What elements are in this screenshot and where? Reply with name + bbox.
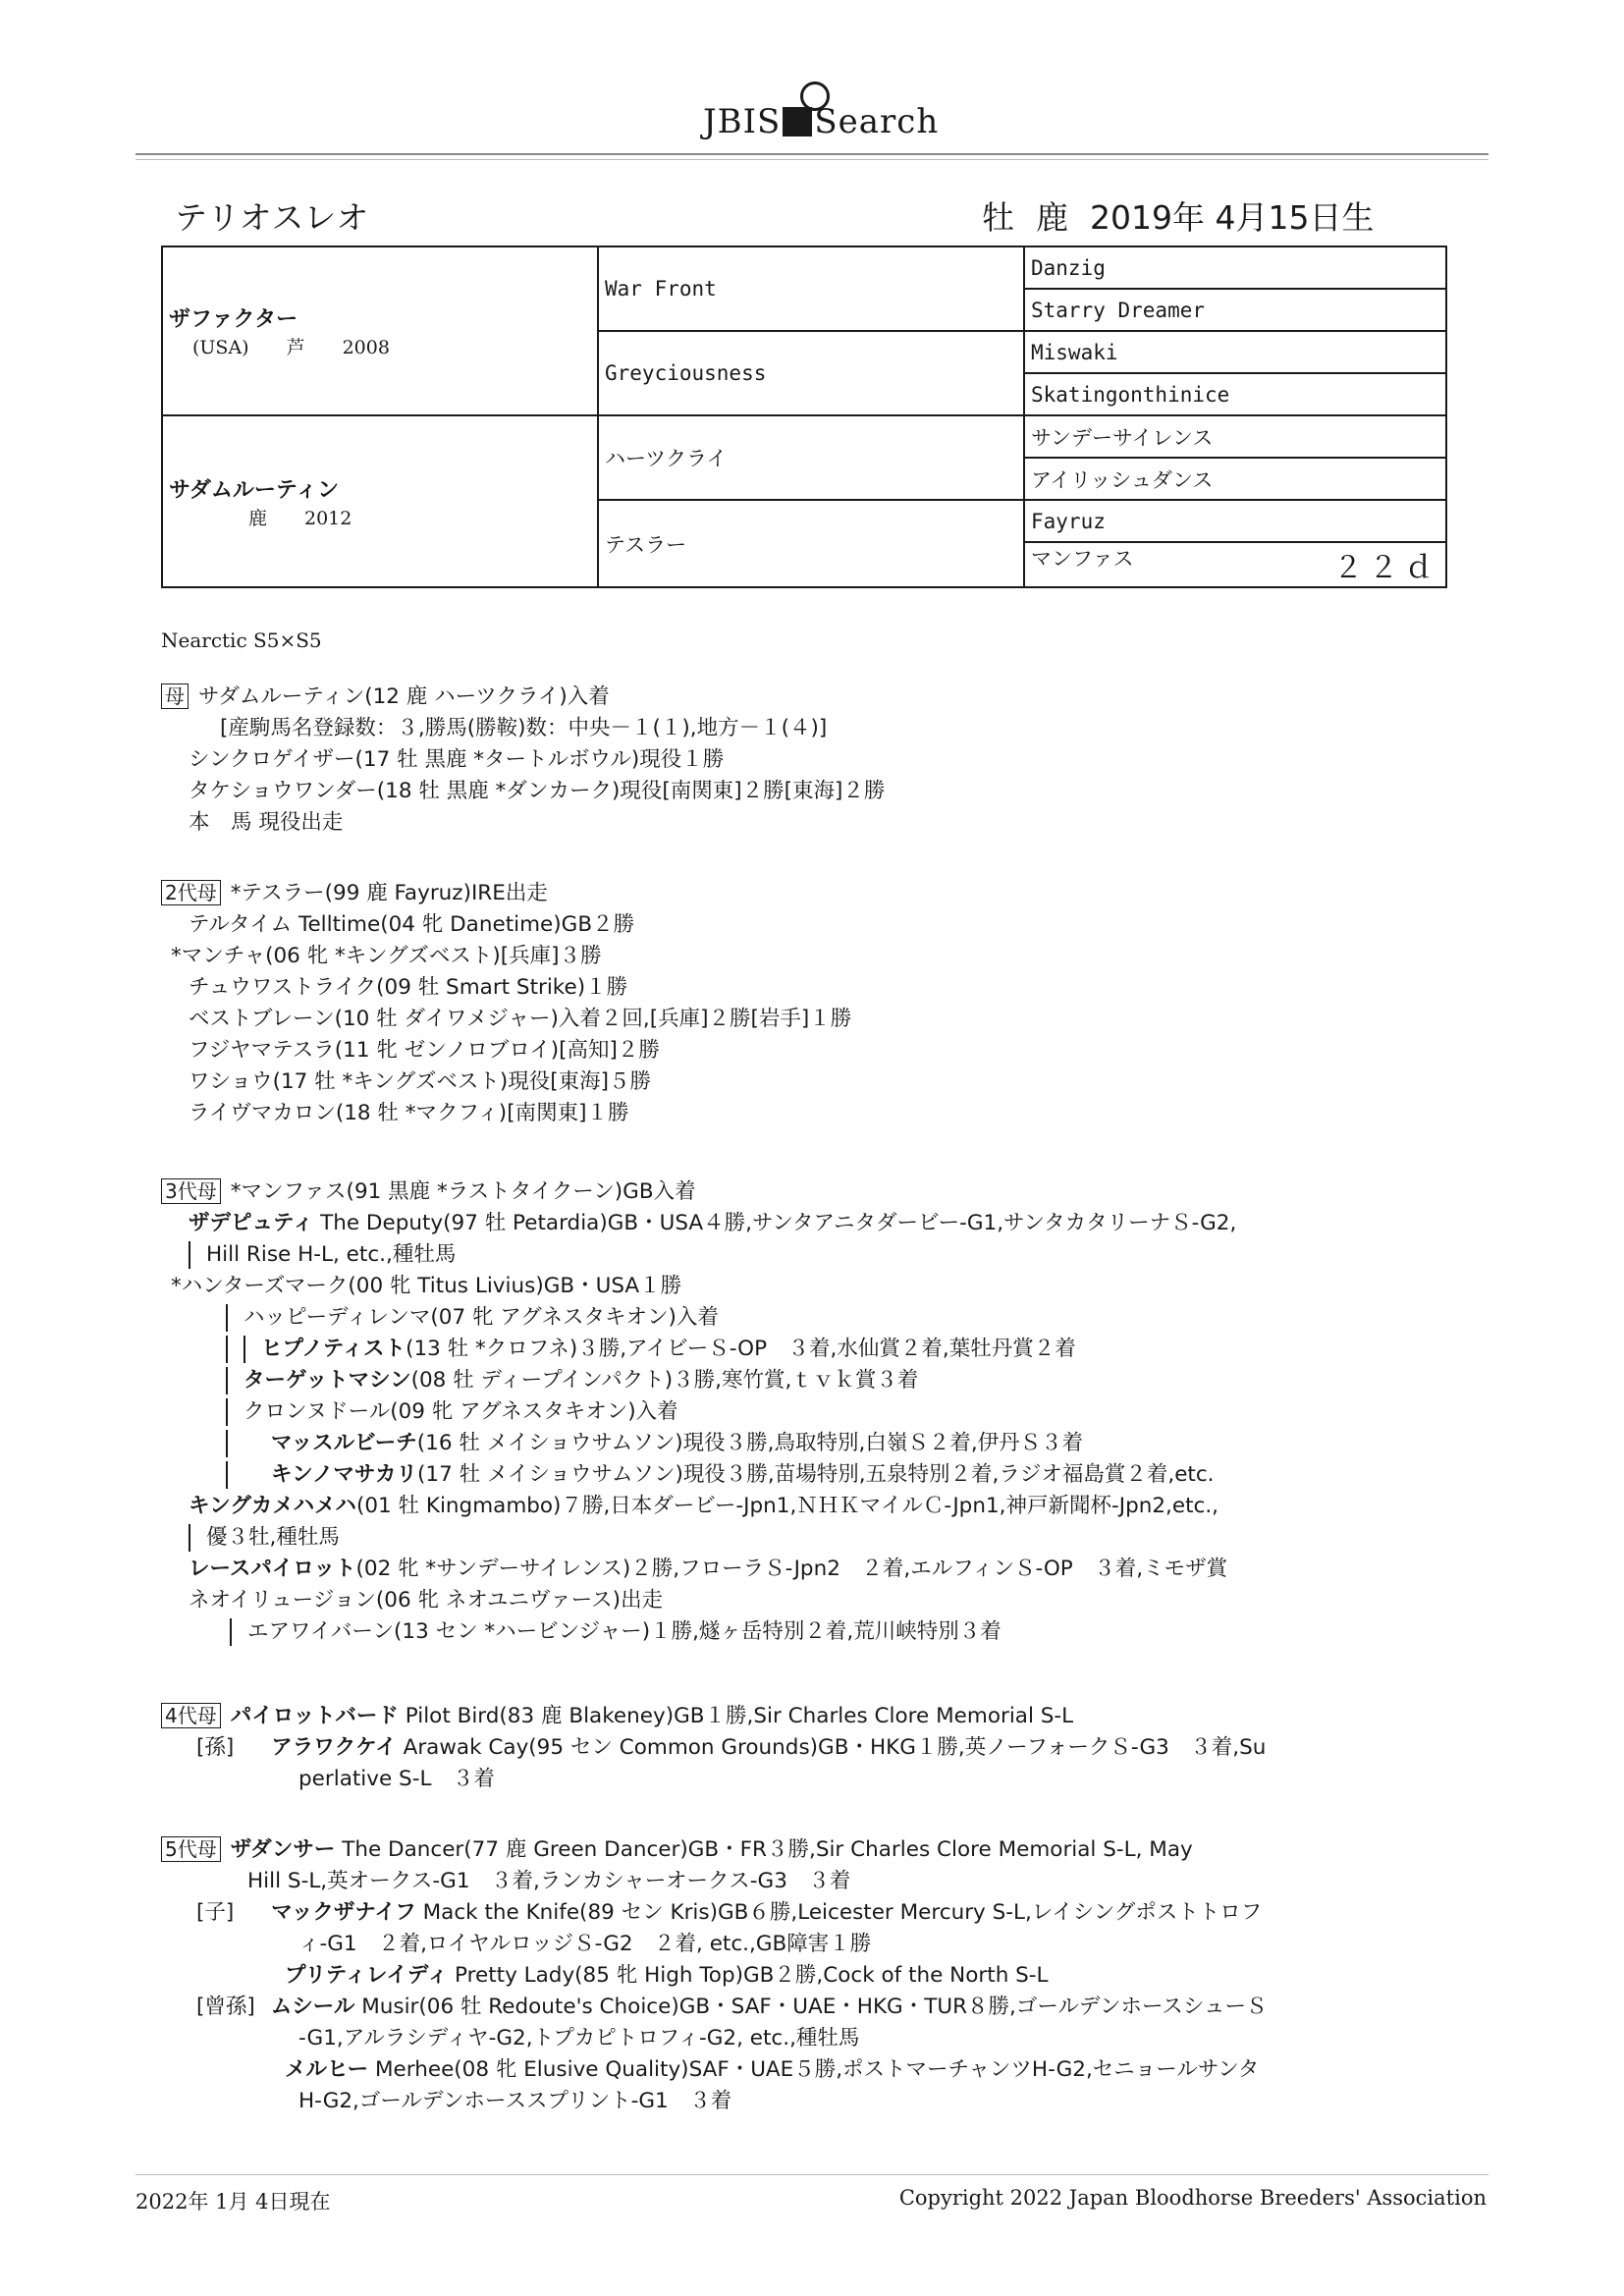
sire-sire: War Front	[598, 246, 1024, 331]
dam-name: サダムルーティン	[169, 477, 340, 503]
tree-connector	[226, 1430, 228, 1457]
horse-birth: 2019年 4月15日生	[1090, 198, 1375, 237]
pedigree-table	[161, 246, 1447, 588]
notable-horse: マックザナイフ	[271, 1900, 416, 1925]
notable-horse: ザダンサー	[230, 1837, 336, 1862]
horse-magnifier-icon	[783, 107, 812, 137]
section-line: ネオイリュージョン(06 牝 ネオユニヴァース)出走	[189, 1588, 664, 1613]
section-line: The Deputy(97 牡 Petardia)GB・USA４勝,サンタアニタダービー-G1,サンタカタリーナＳ-G2,	[313, 1211, 1237, 1235]
section-tag: 2代母	[161, 880, 221, 905]
gen3-cell: Danzig	[1024, 246, 1446, 289]
tree-connector	[226, 1367, 228, 1394]
section-line: Mack the Knife(89 セン Kris)GB６勝,Leicester Mercury S-L,レイシングポストトロフ	[415, 1900, 1263, 1925]
relation-label: [曾孫]	[196, 1995, 255, 2019]
notable-horse: キンノマサカリ	[271, 1462, 417, 1487]
section-line: *ハンターズマーク(00 牝 Titus Livius)GB・USA１勝	[171, 1274, 682, 1298]
section-line: ハッピーディレンマ(07 牝 アグネスタキオン)入着	[244, 1305, 719, 1330]
section-line: (17 牡 メイショウサムソン)現役３勝,苗場特別,五泉特別２着,ラジオ福島賞２着,etc.	[417, 1462, 1215, 1487]
section-line: (16 牡 メイショウサムソン)現役３勝,鳥取特別,白嶺Ｓ２着,伊丹Ｓ３着	[416, 1431, 1084, 1455]
relation-label: [子]	[196, 1900, 235, 1925]
section-line: *テスラー(99 鹿 Fayruz)IRE出走	[230, 881, 548, 905]
section-line: 本 馬 現役出走	[189, 810, 344, 835]
tree-connector	[226, 1461, 228, 1489]
dam-cell	[162, 415, 598, 587]
horse-color: 鹿	[1036, 198, 1068, 237]
section-line: Hill S-L,英オークス-G1 ３着,ランカシャーオークス-G3 ３着	[247, 1869, 851, 1893]
section-line: タケショウワンダー(18 牡 黒鹿 *ダンカーク)現役[南関東]２勝[東海]２勝	[189, 779, 886, 803]
section-line: チュウワストライク(09 牡 Smart Strike)１勝	[189, 975, 628, 1000]
section-line: フジヤマテスラ(11 牝 ゼンノロブロイ)[高知]２勝	[189, 1038, 660, 1063]
jbis-logo	[703, 102, 939, 141]
footer-copyright: Copyright 2022 Japan Bloodhorse Breeders' Association	[898, 2186, 1487, 2210]
section-line: Arawak Cay(95 セン Common Grounds)GB・HKG１勝,英ノーフォークＳ-G3 ３着,Su	[396, 1735, 1267, 1760]
gen5-section	[161, 1834, 1268, 2117]
family-code: ２２ｄ	[1333, 552, 1439, 584]
logo-text-right: Search	[814, 102, 940, 141]
gen3-cell: アイリッシュダンス	[1024, 458, 1446, 500]
section-line: シンクロゲイザー(17 牡 黒鹿 *タートルボウル)現役１勝	[189, 747, 725, 772]
dam-section	[161, 682, 885, 839]
section-line: ワショウ(17 牡 *キングズベスト)現役[東海]５勝	[189, 1069, 652, 1094]
section-line: (08 牡 ディープインパクト)３勝,寒竹賞,ｔｖｋ賞３着	[410, 1368, 919, 1393]
notable-horse: キングカメハメハ	[189, 1494, 356, 1518]
horse-info	[982, 192, 1395, 239]
section-line: 優３牡,種牡馬	[206, 1525, 340, 1550]
section-line: (02 牝 *サンデーサイレンス)２勝,フローラＳ-Jpn2 ２着,エルフィンＳ-OP ３着,ミモザ賞	[355, 1557, 1228, 1581]
section-tag: 母	[161, 683, 189, 709]
section-line: ライヴマカロン(18 牡 *マクフィ)[南関東]１勝	[189, 1101, 629, 1125]
tree-connector	[189, 1524, 190, 1552]
inbreeding-note: Nearctic S5×S5	[161, 629, 322, 652]
tree-connector	[230, 1618, 232, 1646]
section-tag: 5代母	[161, 1836, 221, 1862]
gen3-cell: サンデーサイレンス	[1024, 415, 1446, 458]
section-line: Merhee(08 牝 Elusive Quality)SAF・UAE５勝,ポストマーチャンツH-G2,セニョールサンタ	[368, 2057, 1260, 2082]
gen3-cell-last	[1024, 542, 1446, 587]
sire-name: ザファクター	[169, 307, 298, 332]
notable-horse: パイロットバード	[230, 1704, 399, 1728]
tree-connector	[189, 1241, 190, 1269]
section-line: (01 牡 Kingmambo)７勝,日本ダービー-Jpn1,ＮＨＫマイルＣ-Jpn1,神戸新聞杯-Jpn2,etc.,	[355, 1494, 1218, 1518]
notable-horse: ヒプノティスト	[261, 1337, 406, 1361]
relation-label: [孫]	[196, 1735, 235, 1760]
dam-dam: テスラー	[598, 500, 1024, 587]
tree-connector	[244, 1336, 245, 1363]
section-line: *マンチャ(06 牝 *キングズベスト)[兵庫]３勝	[171, 944, 602, 968]
dam-details: 鹿 2012	[192, 507, 352, 529]
notable-horse: ムシール	[270, 1995, 355, 2019]
section-line: Pretty Lady(85 牝 High Top)GB２勝,Cock of the North S-L	[448, 1963, 1049, 1988]
section-line: (13 牡 *クロフネ)３勝,アイビーＳ-OP ３着,水仙賞２着,葉牡丹賞２着	[406, 1337, 1076, 1361]
sire-details: (USA) 芦 2008	[192, 337, 390, 358]
sire-dam: Greyciousness	[598, 331, 1024, 415]
gen3-cell: Miswaki	[1024, 331, 1446, 373]
header-divider	[135, 153, 1489, 155]
gen3-cell: Starry Dreamer	[1024, 289, 1446, 331]
horse-name: テリオスレオ	[175, 198, 369, 237]
section-line: エアワイバーン(13 セン *ハービンジャー)１勝,燧ヶ岳特別２着,荒川峡特別３着	[247, 1619, 1001, 1644]
gen4-section	[161, 1701, 1266, 1795]
section-line: テルタイム Telltime(04 牝 Danetime)GB２勝	[189, 912, 635, 937]
horse-sex: 牡	[982, 198, 1014, 237]
section-line: Musir(06 牡 Redoute's Choice)GB・SAF・UAE・HKG・TUR８勝,ゴールデンホースシューＳ	[354, 1995, 1268, 2019]
gen2-section	[161, 878, 851, 1129]
notable-horse: ターゲットマシン	[244, 1368, 411, 1393]
section-line: クロンヌドール(09 牝 アグネスタキオン)入着	[244, 1399, 678, 1424]
tree-connector	[226, 1398, 228, 1426]
header-divider-thin	[135, 159, 1489, 160]
section-tag: 4代母	[161, 1703, 221, 1728]
notable-horse: メルヒー	[285, 2057, 369, 2082]
notable-horse: プリティレイディ	[285, 1963, 449, 1988]
section-line: ベストブレーン(10 牡 ダイワメジャー)入着２回,[兵庫]２勝[岩手]１勝	[189, 1007, 852, 1031]
footer-date: 2022年 1月 4日現在	[135, 2190, 331, 2214]
section-line: サダムルーティン(12 鹿 ハーツクライ)入着	[198, 684, 610, 709]
section-line: Hill Rise H-L, etc.,種牡馬	[206, 1242, 457, 1267]
section-line: Pilot Bird(83 鹿 Blakeney)GB１勝,Sir Charles Clore Memorial S-L	[398, 1704, 1074, 1728]
gen3-cell: Skatingonthinice	[1024, 373, 1446, 415]
section-line: The Dancer(77 鹿 Green Dancer)GB・FR３勝,Sir Charles Clore Memorial S-L, May	[335, 1837, 1193, 1862]
notable-horse: マッスルビーチ	[271, 1431, 417, 1455]
tree-connector	[226, 1336, 228, 1363]
section-line: *マンファス(91 黒鹿 *ラストタイクーン)GB入着	[230, 1179, 696, 1204]
section-line: H-G2,ゴールデンホーススプリント-G1 ３着	[298, 2089, 732, 2113]
section-line: ィ-G1 ２着,ロイヤルロッジＳ-G2 ２着, etc.,GB障害１勝	[298, 1932, 872, 1956]
gen3-section	[161, 1176, 1236, 1648]
section-line: -G1,アルラシディヤ-G2,トプカピトロフィ-G2, etc.,種牡馬	[298, 2026, 860, 2050]
footer-divider	[135, 2174, 1489, 2175]
notable-horse: アラワクケイ	[271, 1735, 397, 1760]
dam-sire: ハーツクライ	[598, 415, 1024, 500]
gen3-name: マンファス	[1031, 547, 1134, 571]
section-line: perlative S-L ３着	[298, 1767, 495, 1791]
gen3-cell: Fayruz	[1024, 500, 1446, 542]
logo-text-left: JBIS	[703, 102, 782, 141]
section-tag: 3代母	[161, 1178, 221, 1204]
section-line: [産駒馬名登録数：３,勝馬(勝鞍)数：中央－１(１),地方－１(４)]	[220, 716, 828, 740]
notable-horse: レースパイロット	[189, 1557, 356, 1581]
sire-cell	[162, 246, 598, 415]
notable-horse: ザデピュティ	[189, 1211, 314, 1235]
tree-connector	[226, 1304, 228, 1332]
